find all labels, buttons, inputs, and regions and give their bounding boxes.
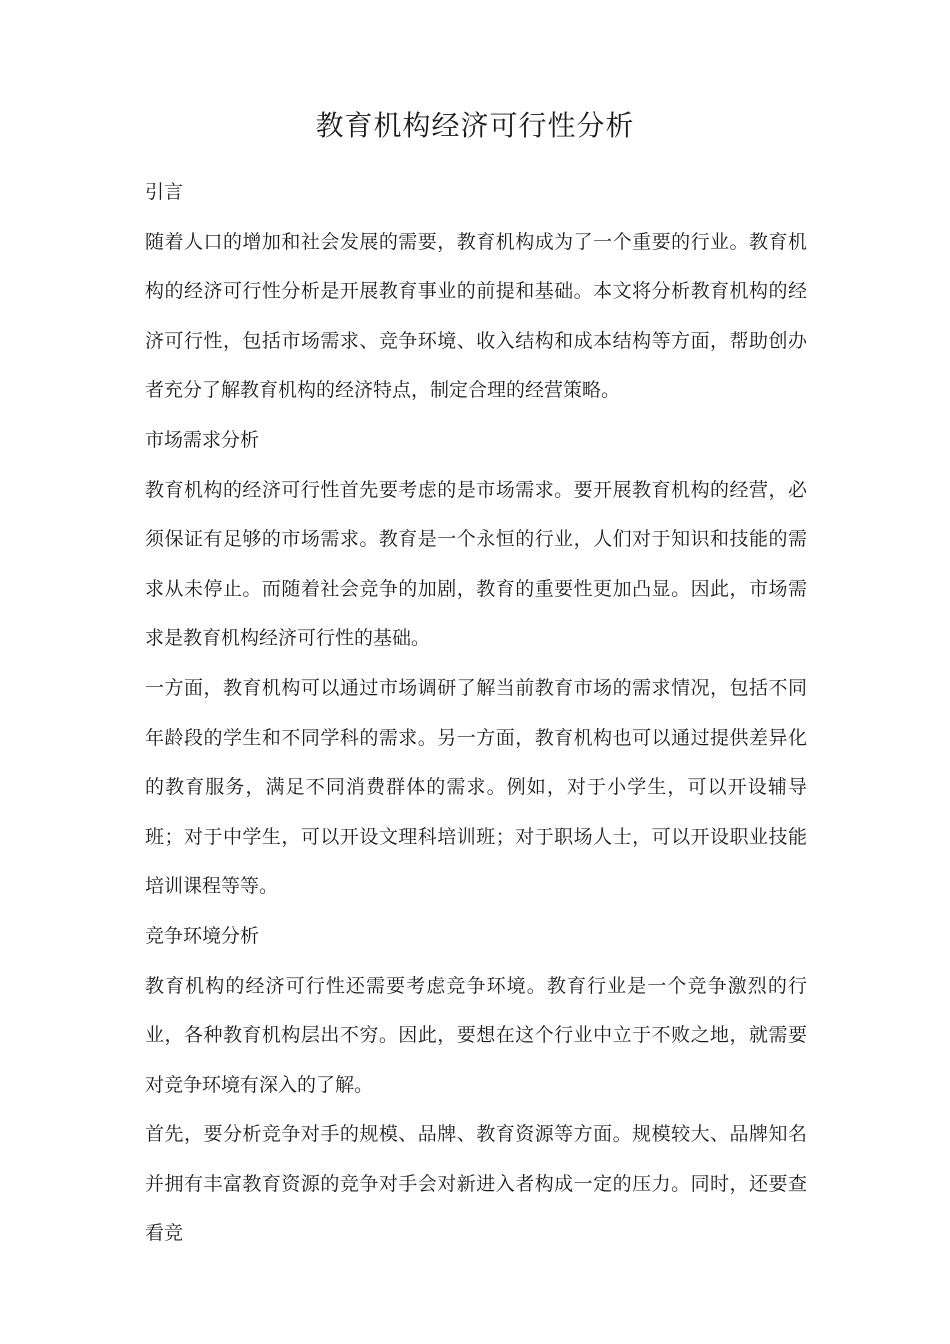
paragraph: 首先，要分析竞争对手的规模、品牌、教育资源等方面。规模较大、品牌知名并拥有丰富教育资源的竞争对手会对新进入者构成一定的压力。同时，还要查看竞 bbox=[145, 1123, 807, 1245]
paragraph: 一方面，教育机构可以通过市场调研了解当前教育市场的需求情况，包括不同年龄段的学生和不同学科的需求。另一方面，教育机构也可以通过提供差异化的教育服务，满足不同消费群体的需求。例如，对于小学生，可以开设辅导班；对于中学生，可以开设文理科培训班；对于职场人士，可以开设职业技能培训课程等等。 bbox=[145, 676, 807, 898]
paragraph: 教育机构的经济可行性还需要考虑竞争环境。教育行业是一个竞争激烈的行业，各种教育机构层出不穷。因此，要想在这个行业中立于不败之地，就需要对竞争环境有深入的了解。 bbox=[145, 974, 807, 1096]
document-body bbox=[145, 168, 807, 1259]
document-title: 教育机构经济可行性分析 bbox=[315, 109, 635, 142]
paragraph: 教育机构的经济可行性首先要考虑的是市场需求。要开展教育机构的经营，必须保证有足够的市场需求。教育是一个永恒的行业，人们对于知识和技能的需求从未停止。而随着社会竞争的加剧，教育的重要性更加凸显。因此，市场需求是教育机构经济可行性的基础。 bbox=[145, 478, 807, 650]
paragraph: 随着人口的增加和社会发展的需要，教育机构成为了一个重要的行业。教育机构的经济可行性分析是开展教育事业的前提和基础。本文将分析教育机构的经济可行性，包括市场需求、竞争环境、收入结构和成本结构等方面，帮助创办者充分了解教育机构的经济特点，制定合理的经营策略。 bbox=[145, 230, 807, 402]
section-heading-market-demand: 市场需求分析 bbox=[145, 428, 260, 451]
section-heading-introduction: 引言 bbox=[145, 181, 184, 203]
section-heading-competition: 竞争环境分析 bbox=[145, 924, 260, 947]
